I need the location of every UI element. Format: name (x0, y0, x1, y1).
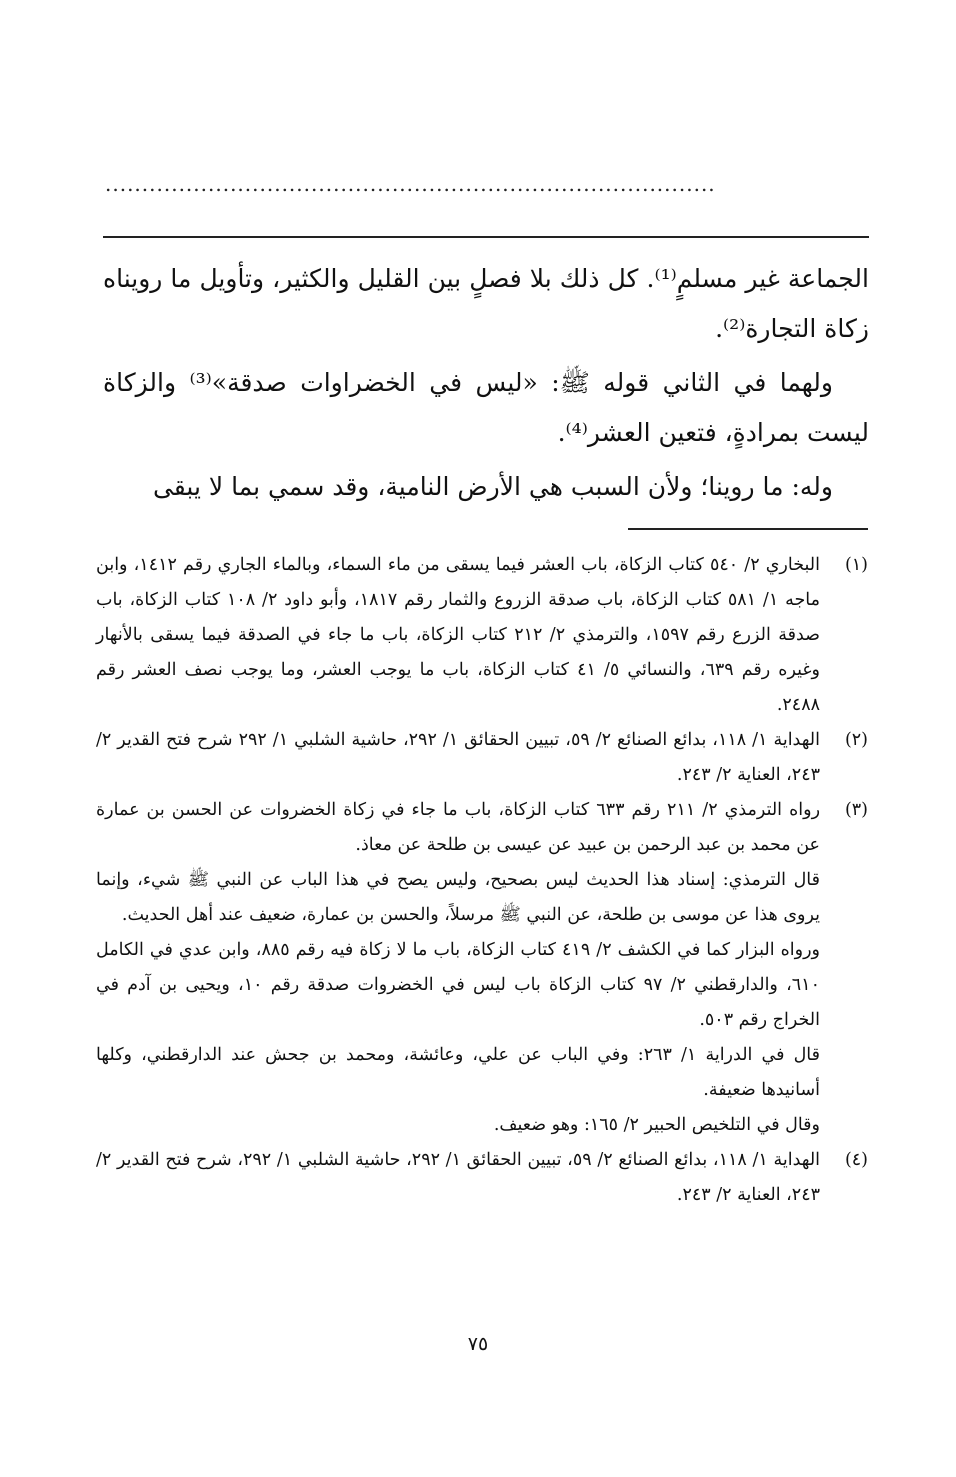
footnotes (96, 548, 868, 1213)
footnote-1 (96, 548, 868, 723)
footnote-body (96, 1143, 820, 1213)
main-paragraph: الجماعة غير مسلمٍ⁽¹⁾. كل ذلك بلا فصلٍ بين القليل والكثير، وتأويل ما رويناه زكاة التجارة⁽²⁾. (103, 264, 869, 343)
footnote-text: الهداية ١/ ١١٨، بدائع الصنائع ٢/ ٥٩، تبيين الحقائق ١/ ٢٩٢، حاشية الشلبي ١/ ٢٩٢ شرح فتح القدير ٢/ ٢٤٣، العناية ٢/ ٢٤٣. (96, 730, 821, 785)
main-paragraph: وله: ما روينا؛ ولأن السبب هي الأرض النامية، وقد سمي بما لا يبقى (152, 472, 833, 501)
top-rule (103, 236, 869, 238)
footnote-text: رواه الترمذي ٢/ ٢١١ رقم ٦٣٣ كتاب الزكاة، باب ما جاء في زكاة الخضروات عن الحسن بن عمارة عن محمد بن عبد الرحمن بن عبيد عن عيسى بن طلحة عن معاذ. (96, 800, 821, 855)
footnote-body (96, 793, 820, 1143)
footnote-text: قال الترمذي: إسناد هذا الحديث ليس بصحيح، وليس يصح في هذا الباب عن النبي ﷺ شيء، وإنما يروى هذا عن موسى بن طلحة، عن النبي ﷺ مرسلاً، والحسن بن عمارة، ضعيف عند أهل الحديث. (96, 870, 820, 925)
footnote-text: البخاري ٢/ ٥٤٠ كتاب الزكاة، باب العشر فيما يسقى من ماء السماء، وبالماء الجاري رقم ١٤١٢، وابن ماجه ١/ ٥٨١ كتاب الزكاة، باب صدقة الزروع والثمار رقم ١٨١٧، وأبو داود ٢/ ١٠٨ كتاب الزكاة، باب صدقة الزرع رقم ١٥٩٧، والترمذي ٢/ ٢١٢ كتاب الزكاة، باب ما جاء في الصدقة فيما يسقى بالأنهار وغيره رقم ٦٣٩، والنسائي ٥/ ٤١ كتاب الزكاة، باب ما يوجب العشر، وما يوجب نصف العشر رقم ٢٤٨٨. (96, 555, 821, 715)
footnote-number: (١) (844, 555, 868, 575)
footnote-text: وقال في التلخيص الحبير ٢/ ١٦٥: وهو ضعيف. (493, 1115, 820, 1135)
main-text (103, 254, 869, 512)
footnote-text: قال في الدراية ١/ ٢٦٣: وفي الباب عن علي، وعائشة، ومحمد بن جحش عند الدارقطني، وكلها أسانيدها ضعيفة. (96, 1045, 820, 1100)
footnote-2 (96, 723, 868, 793)
page-number: ٧٥ (467, 1333, 489, 1355)
main-paragraph: ولهما في الثاني قوله ﷺ: «ليس في الخضراوات صدقة»⁽³⁾ والزكاة ليست بمرادةٍ، فتعين العشر⁽⁴⁾. (103, 368, 869, 447)
footnote-body (96, 548, 820, 723)
footnote-body (96, 723, 820, 793)
footnote-text: ورواه البزار كما في الكشف ٢/ ٤١٩ كتاب الزكاة، باب ما لا زكاة فيه رقم ٨٨٥، وابن عدي في الكامل ٦١٠، والدارقطني ٢/ ٩٧ كتاب الزكاة باب ليس في الخضروات صدقة رقم ١٠، ويحيى بن آدم في الخراج رقم ٥٠٣. (96, 940, 820, 1030)
footnote-text: الهداية ١/ ١١٨، بدائع الصنائع ٢/ ٥٩، تبيين الحقائق ١/ ٢٩٢، حاشية الشلبي ١/ ٢٩٢، شرح فتح القدير ٢/ ٢٤٣، العناية ٢/ ٢٤٣. (96, 1150, 821, 1205)
footnote-number: (٣) (844, 800, 868, 820)
separator-dots: ................................................................................... (105, 172, 716, 196)
footnote-rule (628, 528, 868, 530)
footnote-3 (96, 793, 868, 1143)
footnote-4 (96, 1143, 868, 1213)
footnote-number: (٤) (844, 1150, 868, 1170)
footnote-number: (٢) (844, 730, 868, 750)
